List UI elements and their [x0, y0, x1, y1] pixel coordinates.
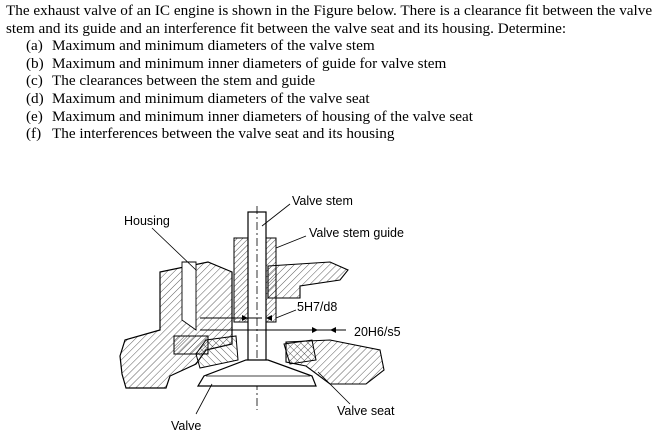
question-label: (f) — [26, 125, 42, 143]
question-label: (b) — [26, 54, 44, 72]
label-housing: Housing — [124, 214, 170, 228]
problem-intro: The exhaust valve of an IC engine is shown in the Figure below. There is a clearance fit between the valve stem and its guide and an interference fit between the valve seat and its housing. Determine: — [6, 2, 653, 37]
question-label: (e) — [26, 107, 43, 125]
question-text: Maximum and minimum inner diameters of housing of the valve seat — [52, 107, 473, 125]
label-fit-stem: 5H7/d8 — [297, 300, 338, 314]
question-text: Maximum and minimum diameters of the valve stem — [52, 37, 375, 55]
label-valve-stem: Valve stem — [292, 194, 353, 208]
question-text: The clearances between the stem and guide — [52, 72, 316, 90]
question-label: (c) — [26, 72, 43, 90]
question-text: Maximum and minimum inner diameters of guide for valve stem — [52, 54, 447, 72]
question-text: Maximum and minimum diameters of the valve seat — [52, 89, 370, 107]
guide-flange — [268, 262, 348, 298]
label-valve: Valve — [171, 419, 202, 433]
label-valve-seat: Valve seat — [337, 404, 395, 418]
question-label: (a) — [26, 37, 43, 55]
label-fit-seat: 20H6/s5 — [354, 325, 401, 339]
question-label: (d) — [26, 89, 44, 107]
housing-body — [120, 262, 232, 388]
question-text: The interferences between the valve seat and its housing — [52, 125, 395, 143]
label-valve-stem-guide: Valve stem guide — [309, 226, 404, 240]
